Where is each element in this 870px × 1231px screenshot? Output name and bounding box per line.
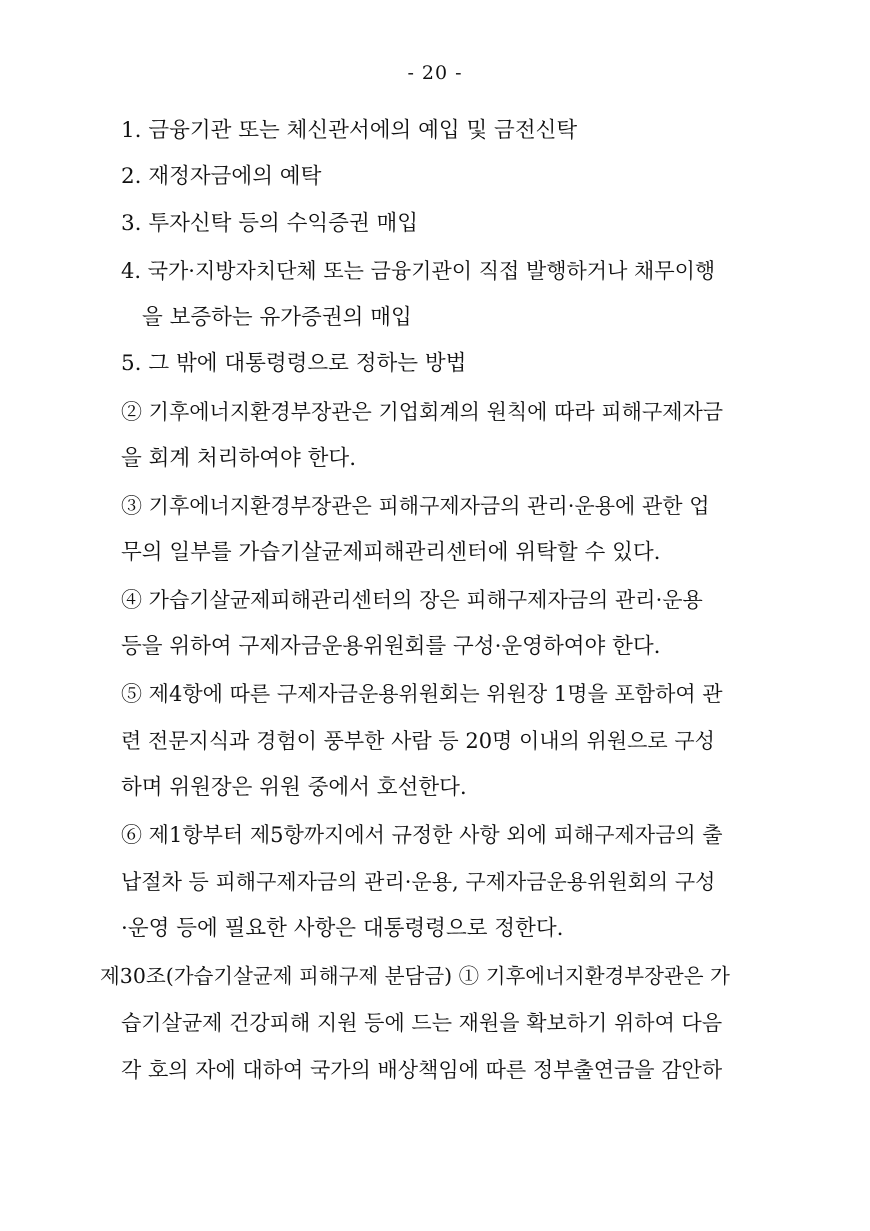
article-30-line-3: 각 호의 자에 대하여 국가의 배상책임에 따른 정부출연금을 감안하: [121, 1058, 723, 1082]
paragraph-3-line-1: ③ 기후에너지환경부장관은 피해구제자금의 관리·운용에 관한 업: [121, 494, 710, 518]
paragraph-3-line-2: 무의 일부를 가습기살균제피해관리센터에 위탁할 수 있다.: [121, 540, 661, 565]
list-item-1: 1. 금융기관 또는 체신관서에의 예입 및 금전신탁: [121, 118, 578, 143]
list-item-4-line-2: 을 보증하는 유가증권의 매입: [142, 305, 412, 330]
paragraph-2-line-1: ② 기후에너지환경부장관은 기업회계의 원칙에 따라 피해구제자금: [121, 400, 724, 424]
list-item-2: 2. 재정자금에의 예탁: [121, 164, 322, 189]
list-item-3: 3. 투자신탁 등의 수익증권 매입: [121, 211, 419, 236]
paragraph-6-line-3: ·운영 등에 필요한 사항은 대통령령으로 정한다.: [121, 916, 564, 941]
paragraph-6-line-2: 납절차 등 피해구제자금의 관리·운용, 구제자금운용위원회의 구성: [121, 870, 716, 894]
list-item-5: 5. 그 밖에 대통령령으로 정하는 방법: [121, 351, 467, 376]
page-number: - 20 -: [407, 62, 463, 84]
paragraph-4-line-1: ④ 가습기살균제피해관리센터의 장은 피해구제자금의 관리·운용: [121, 588, 703, 612]
paragraph-2-line-2: 을 회계 처리하여야 한다.: [121, 446, 357, 471]
list-item-4-line-1: 4. 국가·지방자치단체 또는 금융기관이 직접 발행하거나 채무이행: [121, 259, 716, 283]
paragraph-5-line-3: 하며 위원장은 위원 중에서 호선한다.: [121, 775, 467, 800]
article-30-line-1: 제30조(가습기살균제 피해구제 분담금) ① 기후에너지환경부장관은 가: [100, 964, 730, 988]
paragraph-4-line-2: 등을 위하여 구제자금운용위원회를 구성·운영하여야 한다.: [121, 634, 661, 659]
article-30-line-2: 습기살균제 건강피해 지원 등에 드는 재원을 확보하기 위하여 다음: [121, 1011, 723, 1035]
paragraph-5-line-1: ⑤ 제4항에 따른 구제자금운용위원회는 위원장 1명을 포함하여 관: [121, 682, 723, 706]
paragraph-5-line-2: 련 전문지식과 경험이 풍부한 사람 등 20명 이내의 위원으로 구성: [121, 729, 715, 753]
paragraph-6-line-1: ⑥ 제1항부터 제5항까지에서 규정한 사항 외에 피해구제자금의 출: [121, 823, 723, 847]
